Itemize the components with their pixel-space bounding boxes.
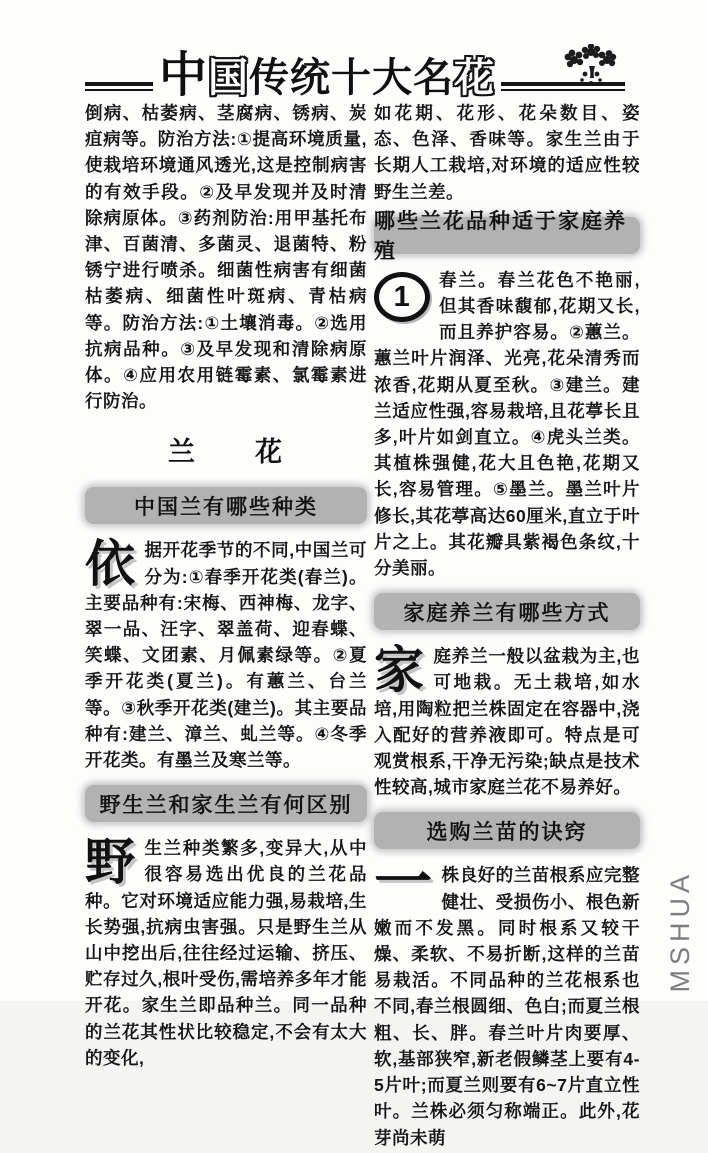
header-rule-right [501, 82, 625, 91]
book-title-char-outlined: 国 [208, 56, 250, 100]
dropcap-circled-one [374, 272, 430, 322]
dropcap-one-stroke: 一 [374, 850, 433, 916]
dropcap-ye-char: 野 [85, 834, 136, 891]
paragraph-text: 生兰种类繁多,变异大,从中很容易选出优良的兰花品种。它对环境适应能力强,易栽培,生长势强,抗病虫害强。只是野生兰从山中挖出后,往往经过运输、挤压、贮存过久,根叶受伤,需培养多年才能开花。家生兰即品种兰。同一品种的兰花其性状比较稳定,不会有太大的变化, [85, 838, 367, 1068]
section-heading-label: 哪些兰花品种适于家庭养殖 [374, 210, 627, 264]
paragraph-text: 庭养兰一般以盆栽为主,也可地栽。无土栽培,如水培,用陶粒把兰株固定在容器中,浇入配好的营养液即可。特点是可观赏根系,干净无污染;缺点是技术性较高,城市家庭兰花不易养好。 [374, 646, 640, 798]
section-heading-label: 野生兰和家生兰有何区别 [99, 793, 353, 817]
header-rule-left [85, 82, 153, 91]
section-heading-growing-methods [374, 593, 640, 630]
book-title-chars: 传统十大名 [249, 56, 455, 100]
dropcap-yi-char: 依 [85, 536, 136, 593]
section-heading-label: 家庭养兰有哪些方式 [403, 601, 611, 625]
section-heading-seedling-tips [374, 812, 640, 849]
paragraph-disease-prevention: 倒病、枯萎病、茎腐病、锈病、炭疽病等。防治方法:①提高环境质量,使栽培环境通风透光,这是控制病害的有效手段。②及早发现并及时清除病原体。③药剂防治:用甲基托布津、百菌清、多菌灵、退菌特、粉锈宁进行喷杀。细菌性病害有细菌枯萎病、细菌性叶斑病、青枯病等。防治方法:①土壤消毒。②选用抗病品种。③及早发现和清除病原体。④应用农用链霉素、氯霉素进行防治。 [85, 103, 367, 412]
paragraph-domestic-orchid-continuation: 如花期、花形、花朵数目、姿态、色泽、香味等。家生兰由于长期人工栽培,对环境的适应性较野生兰差。 [374, 103, 640, 202]
book-title-char-outlined: 花 [454, 56, 496, 100]
paragraph-text: 春兰。春兰花色不艳丽,但其香味馥郁,花期又长,而且养护容易。②蕙兰。蕙兰叶片润泽、光亮,花朵清秀而浓香,花期从夏至秋。③建兰。建兰适应性强,容易栽培,且花葶长且多,叶片如剑直立。④虎头兰类。其植株强健,花大且色艳,花期又长,容易管理。⑤墨兰。墨兰叶片修长,其花葶高达60厘米,直立于叶片之上。其花瓣具紫褐色条纹,十分美丽。 [374, 269, 640, 579]
paragraph-text: 据开花季节的不同,中国兰可分为:①春季开花类(春兰)。主要品种有:宋梅、西神梅、龙字、翠一品、汪字、翠盖荷、迎春蝶、笑蝶、文团素、月佩素绿等。②夏季开花类(夏兰)。有蕙兰、台兰等。③秋季开花类(建兰)。其主要品种有:建兰、漳兰、虬兰等。④冬季开花类。有墨兰及寒兰等。 [85, 540, 367, 771]
section-heading-home-varieties [374, 210, 640, 264]
paragraph-wild-vs-domestic [85, 835, 367, 1071]
page-header [85, 50, 625, 106]
paragraph-orchid-types [85, 537, 367, 773]
paragraph-growing-methods [374, 643, 640, 800]
section-heading-wild-vs-domestic [85, 785, 367, 822]
right-column [374, 100, 640, 1153]
book-title [159, 50, 495, 104]
section-heading-orchid-types [85, 487, 367, 524]
dropcap-jia-char: 家 [374, 642, 425, 699]
paragraph-home-varieties [374, 267, 640, 581]
paragraph-seedling-tips [374, 850, 640, 1150]
left-column [85, 100, 367, 1073]
chapter-title-orchid: 兰 花 [168, 437, 284, 468]
section-heading-label: 选购兰苗的诀窍 [426, 820, 588, 844]
circled-number-label: 1 [393, 280, 411, 313]
watermark: MSHUA [665, 870, 695, 993]
section-heading-label: 中国兰有哪些种类 [134, 495, 318, 519]
paragraph-text: 株良好的兰苗根系应完整健壮、受损伤小、根色新嫩而不发黑。同时根系又较干燥、柔软、不易折断,这样的兰苗易栽活。不同品种的兰花根系也不同,春兰根圆细、色白;而夏兰根粗、长、胖。春兰叶片肉要厚、软,基部狭窄,新老假鳞茎上要有4-5片叶;而夏兰则要有6~7片直立性叶。兰株必须匀称端正。此外,花芽尚未萌 [374, 865, 640, 1148]
book-title-char: 中 [159, 49, 209, 102]
